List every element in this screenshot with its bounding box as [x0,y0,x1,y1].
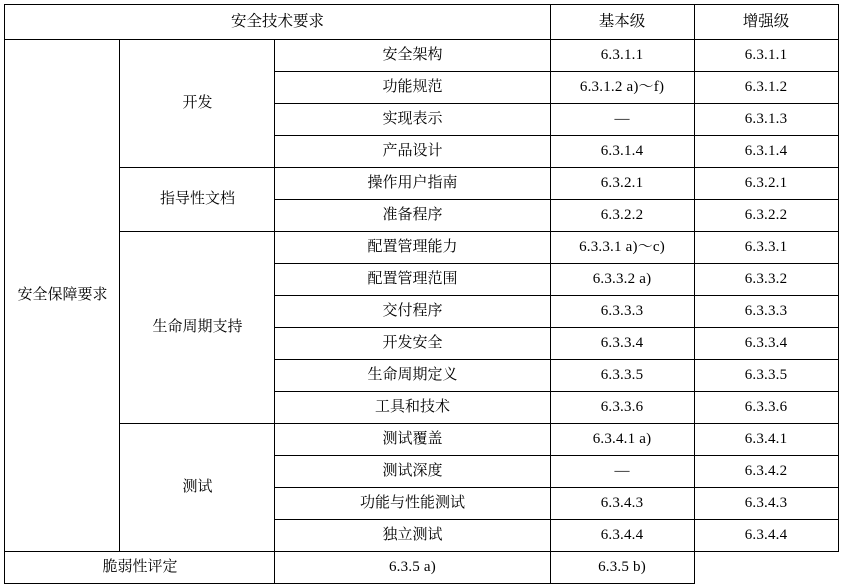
group-label-development: 开发 [120,40,275,168]
item-label: 生命周期定义 [275,360,550,392]
item-label: 开发安全 [275,328,550,360]
enhanced-level-ref: 6.3.1.2 [694,72,838,104]
item-label: 独立测试 [275,520,550,552]
basic-level-ref: 6.3.1.1 [550,40,694,72]
basic-level-ref: 6.3.3.4 [550,328,694,360]
enhanced-level-ref: 6.3.1.3 [694,104,838,136]
table-body [5,40,838,584]
table-row [5,40,838,72]
table-row [5,232,838,264]
enhanced-level-ref: 6.3.3.3 [694,296,838,328]
item-label: 功能规范 [275,72,550,104]
basic-level-ref: 6.3.4.4 [550,520,694,552]
enhanced-level-ref: 6.3.5 b) [550,552,694,584]
item-label: 配置管理能力 [275,232,550,264]
basic-level-ref: 6.3.3.1 a)～c) [550,232,694,264]
table-row [5,168,838,200]
enhanced-level-ref: 6.3.4.1 [694,424,838,456]
basic-level-ref: 6.3.1.2 a)～f) [550,72,694,104]
basic-level-ref: — [550,104,694,136]
header-security-technical-requirements: 安全技术要求 [5,5,550,40]
enhanced-level-ref: 6.3.3.6 [694,392,838,424]
table-row [5,424,838,456]
enhanced-level-ref: 6.3.3.2 [694,264,838,296]
basic-level-ref: 6.3.3.3 [550,296,694,328]
enhanced-level-ref: 6.3.3.1 [694,232,838,264]
item-label: 操作用户指南 [275,168,550,200]
basic-level-ref: 6.3.5 a) [275,552,550,584]
basic-level-ref: — [550,456,694,488]
item-label: 功能与性能测试 [275,488,550,520]
item-label: 安全架构 [275,40,550,72]
enhanced-level-ref: 6.3.2.1 [694,168,838,200]
header-enhanced-level: 增强级 [694,5,838,40]
item-label: 测试覆盖 [275,424,550,456]
item-label: 测试深度 [275,456,550,488]
basic-level-ref: 6.3.3.5 [550,360,694,392]
group-label-guidance-documents: 指导性文档 [120,168,275,232]
basic-level-ref: 6.3.2.1 [550,168,694,200]
item-label: 交付程序 [275,296,550,328]
table-header [5,5,838,40]
basic-level-ref: 6.3.2.2 [550,200,694,232]
item-label: 配置管理范围 [275,264,550,296]
enhanced-level-ref: 6.3.3.4 [694,328,838,360]
basic-level-ref: 6.3.3.2 a) [550,264,694,296]
enhanced-level-ref: 6.3.3.5 [694,360,838,392]
header-basic-level: 基本级 [550,5,694,40]
enhanced-level-ref: 6.3.1.1 [694,40,838,72]
table-row [5,552,838,584]
group-label-testing: 测试 [120,424,275,552]
table-header-row [5,5,838,40]
enhanced-level-ref: 6.3.4.3 [694,488,838,520]
item-label: 准备程序 [275,200,550,232]
enhanced-level-ref: 6.3.2.2 [694,200,838,232]
basic-level-ref: 6.3.1.4 [550,136,694,168]
item-label: 工具和技术 [275,392,550,424]
basic-level-ref: 6.3.4.1 a) [550,424,694,456]
assurance-requirements-label: 安全保障要求 [5,40,120,552]
group-label-lifecycle-support: 生命周期支持 [120,232,275,424]
item-label: 脆弱性评定 [5,552,275,584]
enhanced-level-ref: 6.3.4.4 [694,520,838,552]
item-label: 实现表示 [275,104,550,136]
item-label: 产品设计 [275,136,550,168]
enhanced-level-ref: 6.3.1.4 [694,136,838,168]
basic-level-ref: 6.3.4.3 [550,488,694,520]
basic-level-ref: 6.3.3.6 [550,392,694,424]
security-requirements-table [4,4,838,584]
enhanced-level-ref: 6.3.4.2 [694,456,838,488]
